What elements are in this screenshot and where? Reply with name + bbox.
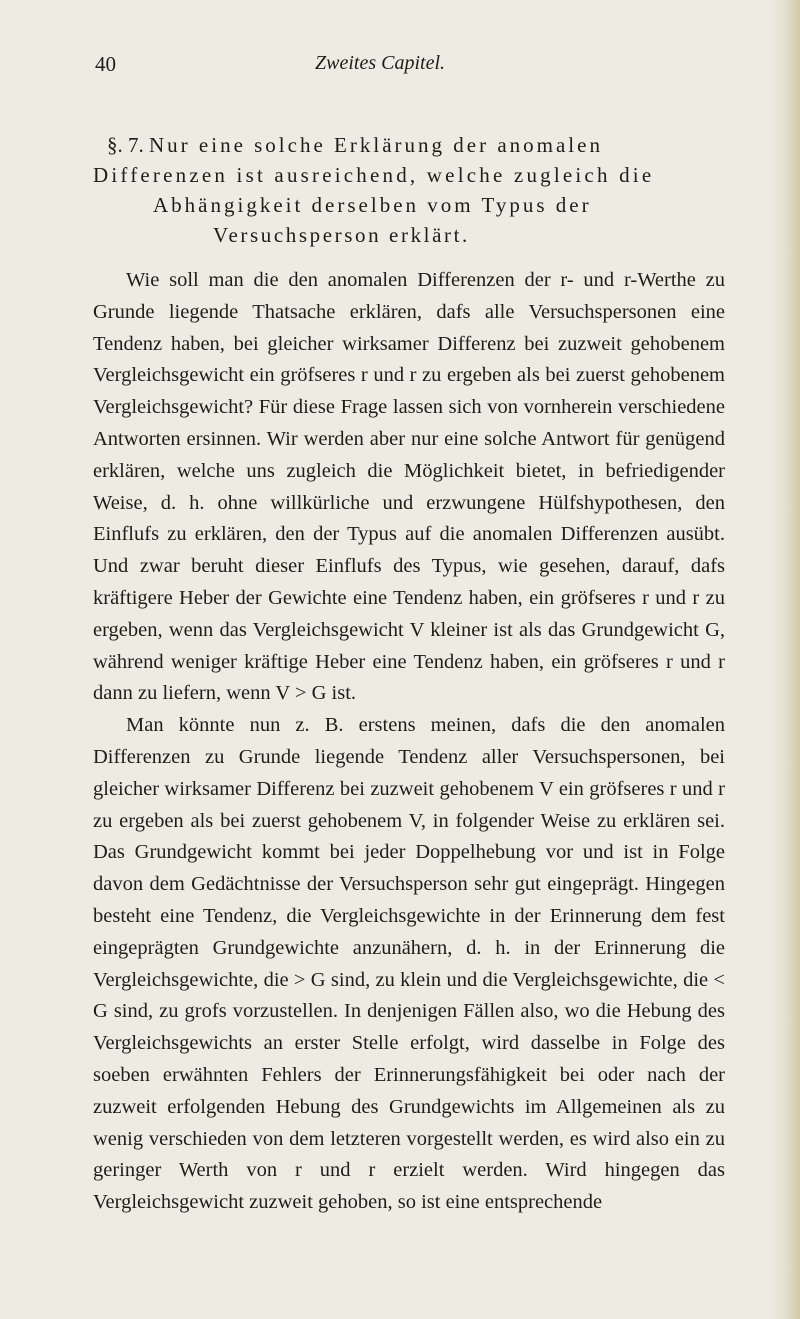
heading-line-1 (93, 130, 725, 160)
section-heading (93, 130, 725, 250)
page-number: 40 (95, 52, 116, 76)
page-edge-shadow (768, 0, 800, 1319)
page-header (95, 52, 715, 86)
running-head: Zweites Capitel. (315, 52, 445, 74)
section-number: §. 7. (107, 133, 144, 157)
paragraph-1: Wie soll man die den anomalen Differenzen der r- und r-Werthe zu Grunde liegende Thatsache erklären, dafs alle Versuchspersonen eine Tendenz haben, bei gleicher wirksamer Differenz bei zuzweit gehobenem Vergleichsgewicht ein gröfseres r und r zu ergeben als bei zuerst gehobenem Vergleichsgewicht? Für diese Frage lassen sich von vornherein verschiedene Antworten ersinnen. Wir werden aber nur eine solche Antwort für genügend erklären, welche uns zugleich die Möglichkeit bietet, in befriedigender Weise, d. h. ohne willkürliche und erzwungene Hülfshypothesen, den Einflufs zu erklären, den der Typus auf die anomalen Differenzen ausübt. Und zwar beruht dieser Einflufs des Typus, wie gesehen, darauf, dafs kräftigere Heber der Gewichte eine Tendenz haben, ein gröfseres r und r zu ergeben, wenn das Vergleichsgewicht V kleiner ist als das Grundgewicht G, während weniger kräftige Heber eine Tendenz haben, ein gröfseres r und r dann zu liefern, wenn V > G ist. (93, 269, 725, 705)
paragraph-2: Man könnte nun z. B. erstens meinen, dafs die den anomalen Differenzen zu Grunde liegende Tendenz aller Versuchspersonen, bei gleicher wirksamer Differenz bei zuzweit gehobenem V ein gröfseres r und r zu ergeben als bei zuerst gehobenem V, in folgender Weise zu erklären sei. Das Grundgewicht kommt bei jeder Doppelhebung vor und ist in Folge davon dem Gedächtnisse der Versuchsperson sehr gut eingeprägt. Hingegen besteht eine Tendenz, die Vergleichsgewichte in der Erinnerung dem fest eingeprägten Grundgewichte anzunähern, d. h. in der Erinnerung die Vergleichsgewichte, die > G sind, zu klein und die Vergleichsgewichte, die < G sind, zu grofs vorzustellen. In denjenigen Fällen also, wo die Hebung des Vergleichsgewichts an erster Stelle erfolgt, wird dasselbe in Folge des soeben erwähnten Fehlers der Erinnerungsfähigkeit bei oder nach der zuzweit erfolgenden Hebung des Grundgewichts im Allgemeinen als zu wenig verschieden von dem letzteren vorgestellt werden, es wird also ein zu geringer Werth von r und r erzielt werden. Wird hingegen das Vergleichsgewicht zuzweit gehoben, so ist eine entsprechende (93, 714, 725, 1214)
heading-line-2: Differenzen ist ausreichend, welche zugleich die (93, 163, 655, 187)
heading-line-3: Abhängigkeit derselben vom Typus der (153, 193, 592, 217)
body-text (93, 265, 725, 1219)
heading-line-4: Versuchsperson erklärt. (213, 223, 470, 247)
section-title-part: Nur eine solche Erklärung der anomalen (149, 133, 603, 157)
